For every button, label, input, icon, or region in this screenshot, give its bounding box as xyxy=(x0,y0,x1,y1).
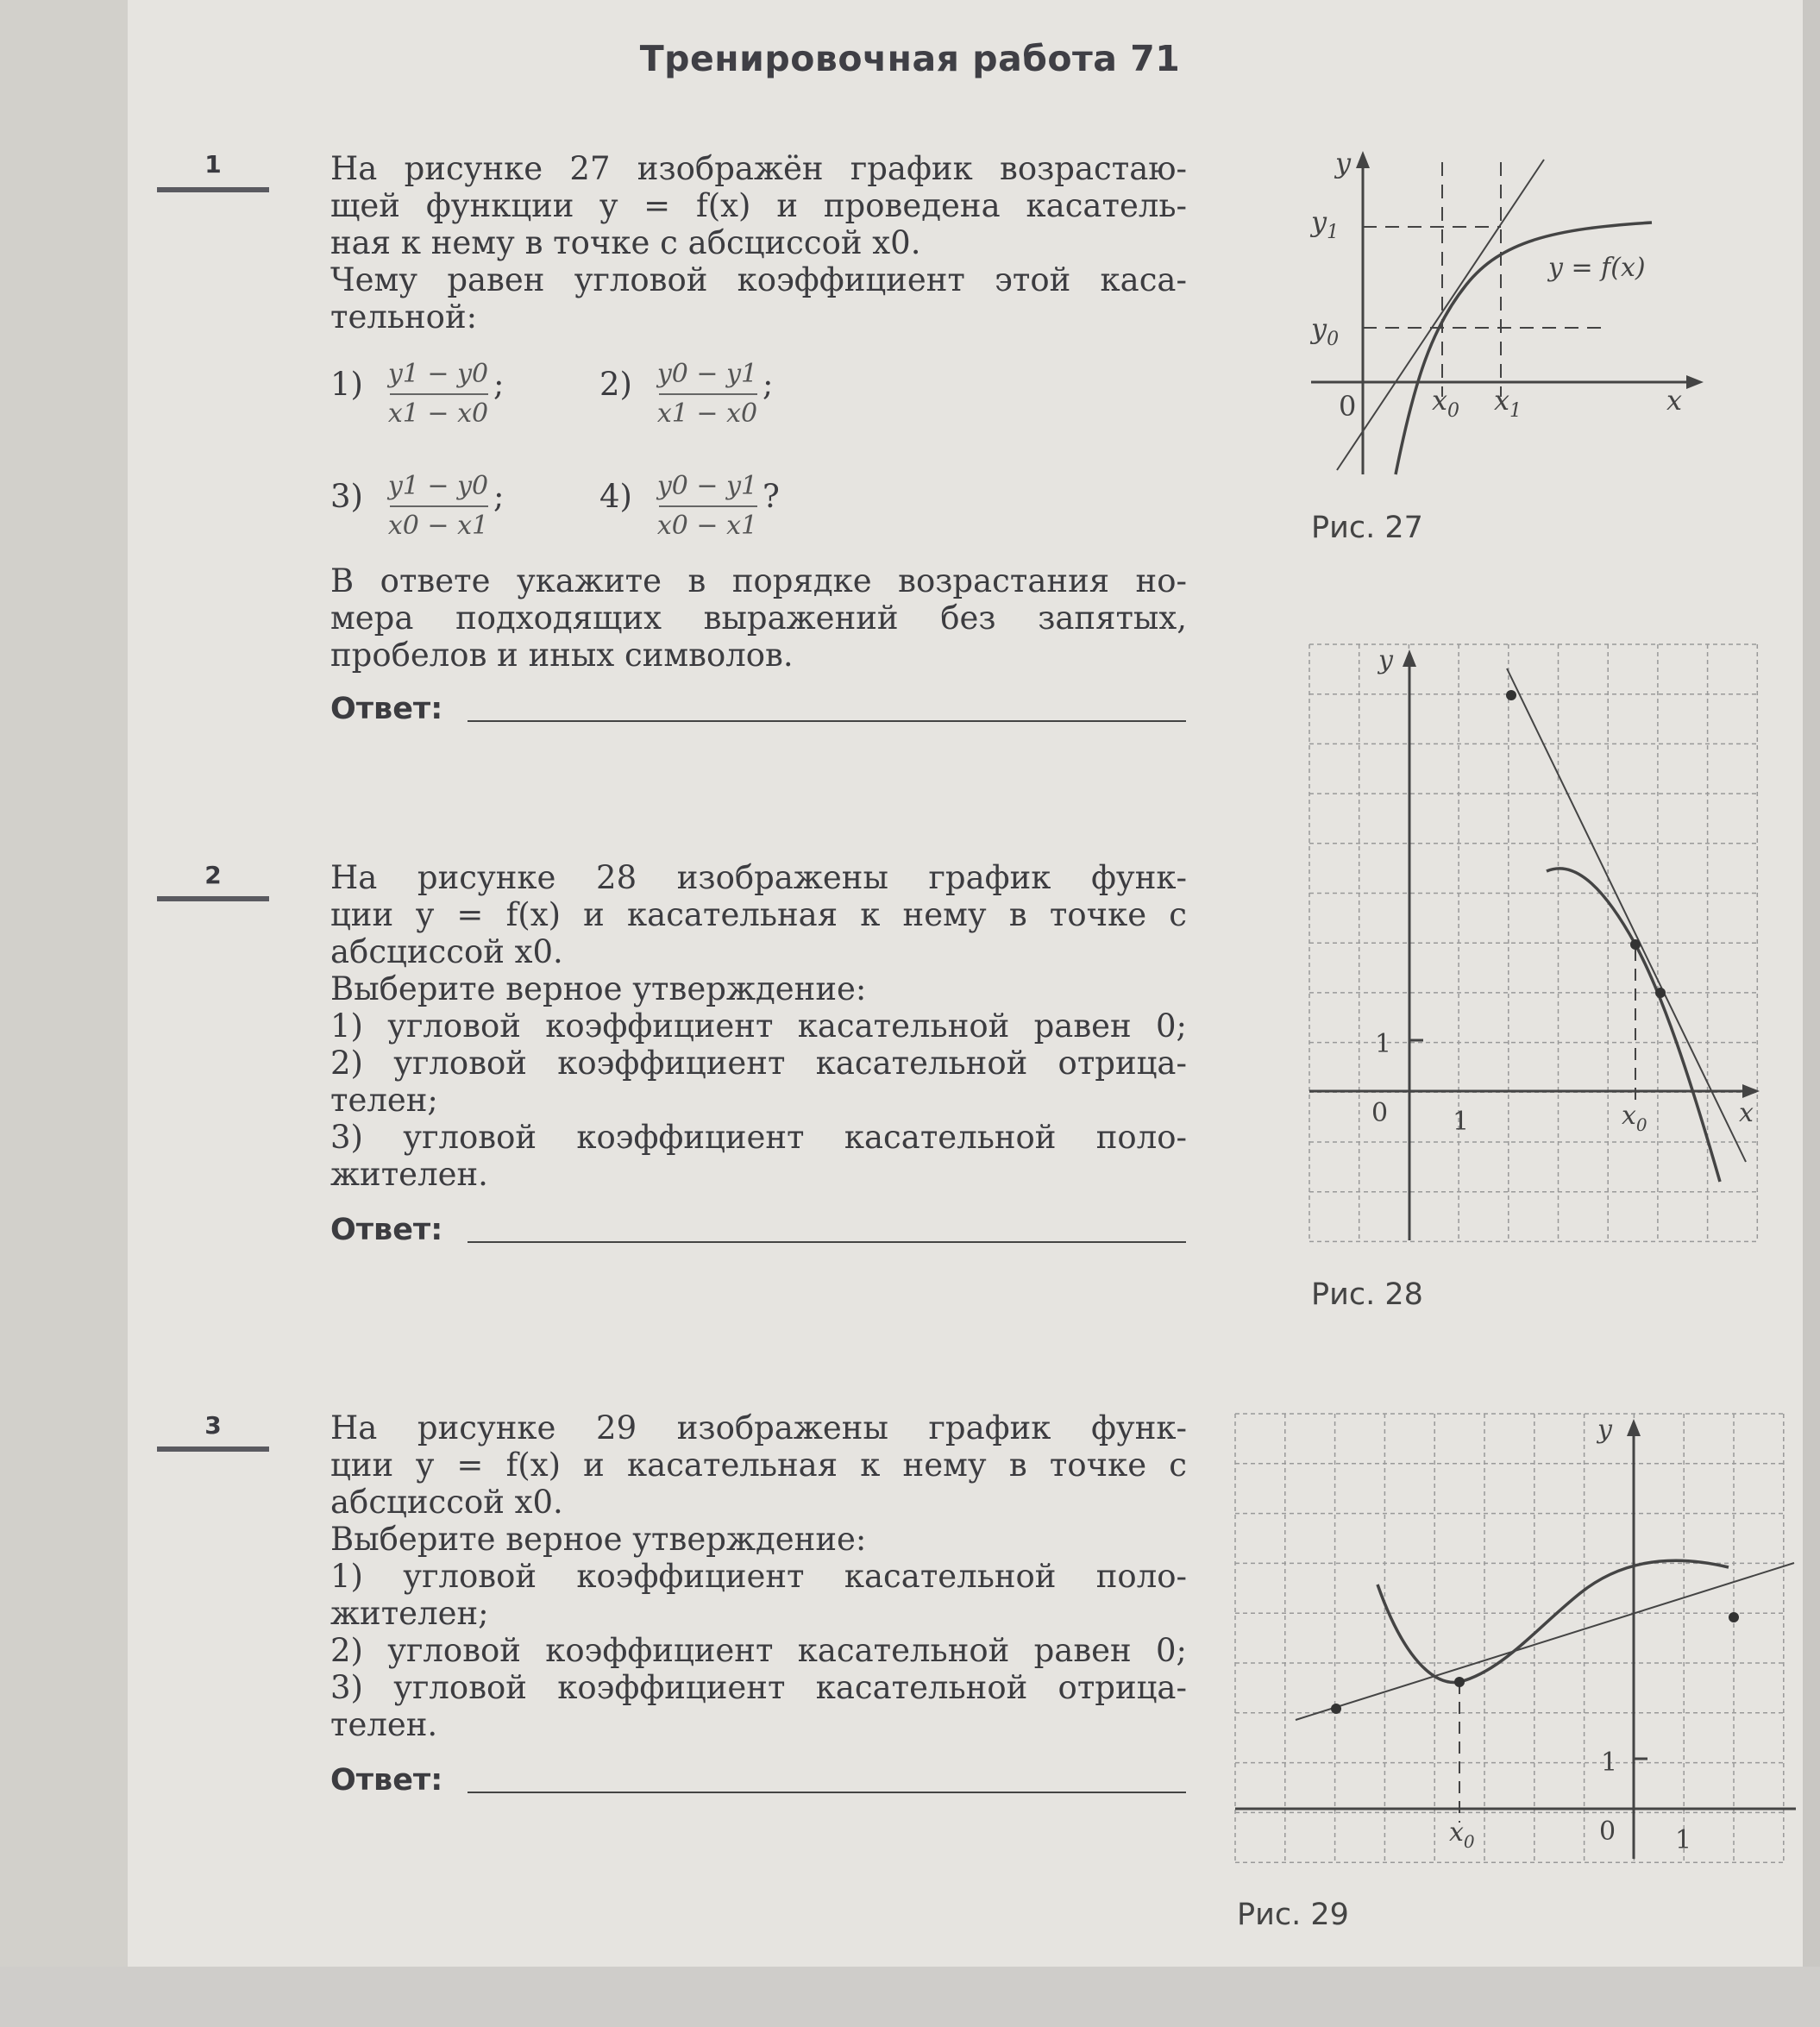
option-4-label: 4) xyxy=(599,478,632,515)
task-number-underline xyxy=(157,187,269,192)
figure-27-caption: Рис. 27 xyxy=(1311,511,1423,545)
figure-29-caption: Рис. 29 xyxy=(1237,1898,1349,1932)
x0-subscript: 0 xyxy=(1447,400,1460,422)
x-unit-label: 1 xyxy=(1675,1825,1692,1855)
y-axis-arrow xyxy=(1403,650,1416,667)
text-line: ции y = f(x) и касательная к нему в точке с xyxy=(330,896,1187,933)
x0-label xyxy=(1432,384,1459,422)
tangent-point xyxy=(1331,1704,1341,1714)
x0-label xyxy=(1622,1101,1647,1135)
function-label: y = f(x) xyxy=(1548,253,1646,283)
y1-label xyxy=(1309,205,1339,243)
text-line: щей функции y = f(x) и проведена касатель- xyxy=(330,187,1187,224)
option-3-numerator: y1 − y0 xyxy=(387,471,489,501)
text-line: 3) угловой коэффициент касательной отрица- xyxy=(330,1669,1187,1706)
tangent-line xyxy=(1337,160,1544,470)
option-4-end: ? xyxy=(763,478,780,515)
text-line: 2) угловой коэффициент касательной равен 0; xyxy=(330,1632,1187,1669)
text-line: мера подходящих выражений без запятых, xyxy=(330,599,1187,637)
x-unit-label: 1 xyxy=(1453,1107,1470,1137)
tangent-point xyxy=(1655,988,1666,998)
option-2-end: ; xyxy=(763,366,774,403)
text-line: На рисунке 29 изображены график функ- xyxy=(330,1409,1187,1447)
tangent-point xyxy=(1506,690,1516,700)
text-line: ции y = f(x) и касательная к нему в точке с xyxy=(330,1447,1187,1484)
y0-subscript: 0 xyxy=(1327,329,1340,350)
x0-letter: x xyxy=(1432,384,1448,417)
figure-28-caption: Рис. 28 xyxy=(1311,1277,1423,1312)
text-line: 1) угловой коэффициент касательной равен 0; xyxy=(330,1007,1187,1045)
y-unit-label: 1 xyxy=(1601,1748,1618,1778)
text-line: жителен. xyxy=(330,1156,488,1193)
y1-subscript: 1 xyxy=(1327,222,1340,243)
text-line: 1) угловой коэффициент касательной поло- xyxy=(330,1558,1187,1595)
tangent-line xyxy=(1296,1563,1794,1720)
figure-29 xyxy=(1235,1412,1796,1869)
origin-label: 0 xyxy=(1599,1817,1616,1847)
text-line: На рисунке 27 изображён график возрастаю- xyxy=(330,150,1187,187)
option-1-denominator: x1 − x0 xyxy=(387,398,489,429)
answer-label-3: Ответ: xyxy=(330,1763,443,1798)
option-2-numerator: y0 − y1 xyxy=(656,359,758,389)
option-3-end: ; xyxy=(493,478,505,515)
tangent-line xyxy=(1507,668,1746,1162)
option-1-label: 1) xyxy=(330,366,363,403)
x1-letter: x xyxy=(1494,384,1510,417)
y0-letter: y xyxy=(1311,312,1327,345)
text-line: ная к нему в точке с абсциссой x0. xyxy=(330,224,921,261)
option-2-label: 2) xyxy=(599,366,632,403)
figure-28 xyxy=(1309,643,1775,1264)
fraction-bar xyxy=(659,393,757,395)
text-line: 2) угловой коэффициент касательной отрица- xyxy=(330,1045,1187,1082)
task-number-underline xyxy=(157,1447,269,1452)
fraction-bar xyxy=(390,393,488,395)
tangent-point xyxy=(1729,1612,1739,1622)
text-line: телен; xyxy=(330,1082,438,1119)
task-number-3: 3 xyxy=(204,1411,222,1440)
task-1-text xyxy=(330,150,1187,336)
tangency-point xyxy=(1454,1677,1465,1687)
text-line: жителен; xyxy=(330,1595,489,1632)
y1-letter: y xyxy=(1311,205,1327,238)
text-line: телен. xyxy=(330,1706,438,1743)
origin-label: 0 xyxy=(1371,1098,1389,1128)
y-axis-label: y xyxy=(1378,645,1393,675)
answer-field-3[interactable] xyxy=(468,1792,1186,1793)
text-line: абсциссой x0. xyxy=(330,1484,563,1521)
option-1-numerator: y1 − y0 xyxy=(387,359,489,389)
answer-field-1[interactable] xyxy=(468,720,1186,722)
y-unit-label: 1 xyxy=(1375,1029,1392,1059)
x0-subscript: 0 xyxy=(1463,1831,1475,1852)
text-line: Выберите верное утверждение: xyxy=(330,970,867,1007)
answer-label-1: Ответ: xyxy=(330,692,443,726)
text-line: тельной: xyxy=(330,298,478,336)
y-axis-label: y xyxy=(1335,147,1352,179)
y-axis-arrow xyxy=(1627,1419,1641,1436)
page-bottom-shadow xyxy=(0,1967,1820,2027)
y0-label xyxy=(1309,312,1339,350)
x0-letter: x xyxy=(1622,1101,1636,1131)
x0-label xyxy=(1449,1817,1475,1852)
option-1-end: ; xyxy=(493,366,505,403)
x-axis-label: x xyxy=(1666,384,1683,417)
function-curve xyxy=(1547,869,1720,1182)
text-line: Чему равен угловой коэффициент этой каса- xyxy=(330,261,1187,298)
option-2-denominator: x1 − x0 xyxy=(656,398,758,429)
page-edge-shadow xyxy=(1803,0,1820,2027)
x0-letter: x xyxy=(1449,1817,1464,1848)
text-line: На рисунке 28 изображены график функ- xyxy=(330,859,1187,896)
task-number-1: 1 xyxy=(204,150,222,179)
text-line: Выберите верное утверждение: xyxy=(330,1521,867,1558)
x1-label xyxy=(1494,384,1522,422)
text-line: абсциссой x0. xyxy=(330,933,563,970)
y-axis-arrow xyxy=(1356,151,1370,168)
x-axis-label: x xyxy=(1739,1098,1754,1128)
task-number-2: 2 xyxy=(204,861,222,889)
fraction-bar xyxy=(659,505,757,507)
text-line: 3) угловой коэффициент касательной поло- xyxy=(330,1119,1187,1156)
task-3-text xyxy=(330,1409,1187,1743)
task-2-text xyxy=(330,859,1187,1193)
option-3-denominator: x0 − x1 xyxy=(387,511,489,541)
text-line: пробелов и иных символов. xyxy=(330,637,794,674)
page-title: Тренировочная работа 71 xyxy=(639,38,1181,79)
x-axis-arrow xyxy=(1686,375,1704,389)
option-3-label: 3) xyxy=(330,478,363,515)
text-line: В ответе укажите в порядке возрастания но- xyxy=(330,562,1187,599)
figure-27 xyxy=(1294,147,1725,492)
task-1-instructions xyxy=(330,562,1187,674)
task-number-underline xyxy=(157,896,269,901)
answer-label-2: Ответ: xyxy=(330,1213,443,1247)
option-4-denominator: x0 − x1 xyxy=(656,511,758,541)
origin-label: 0 xyxy=(1339,390,1357,423)
y-axis-label: y xyxy=(1597,1415,1612,1445)
fraction-bar xyxy=(390,505,488,507)
x0-subscript: 0 xyxy=(1635,1114,1647,1135)
x1-subscript: 1 xyxy=(1509,400,1522,422)
answer-field-2[interactable] xyxy=(468,1241,1186,1243)
tangency-point xyxy=(1630,939,1641,950)
function-curve xyxy=(1378,1560,1729,1682)
grid xyxy=(1309,644,1757,1241)
option-4-numerator: y0 − y1 xyxy=(656,471,758,501)
grid xyxy=(1235,1414,1784,1862)
